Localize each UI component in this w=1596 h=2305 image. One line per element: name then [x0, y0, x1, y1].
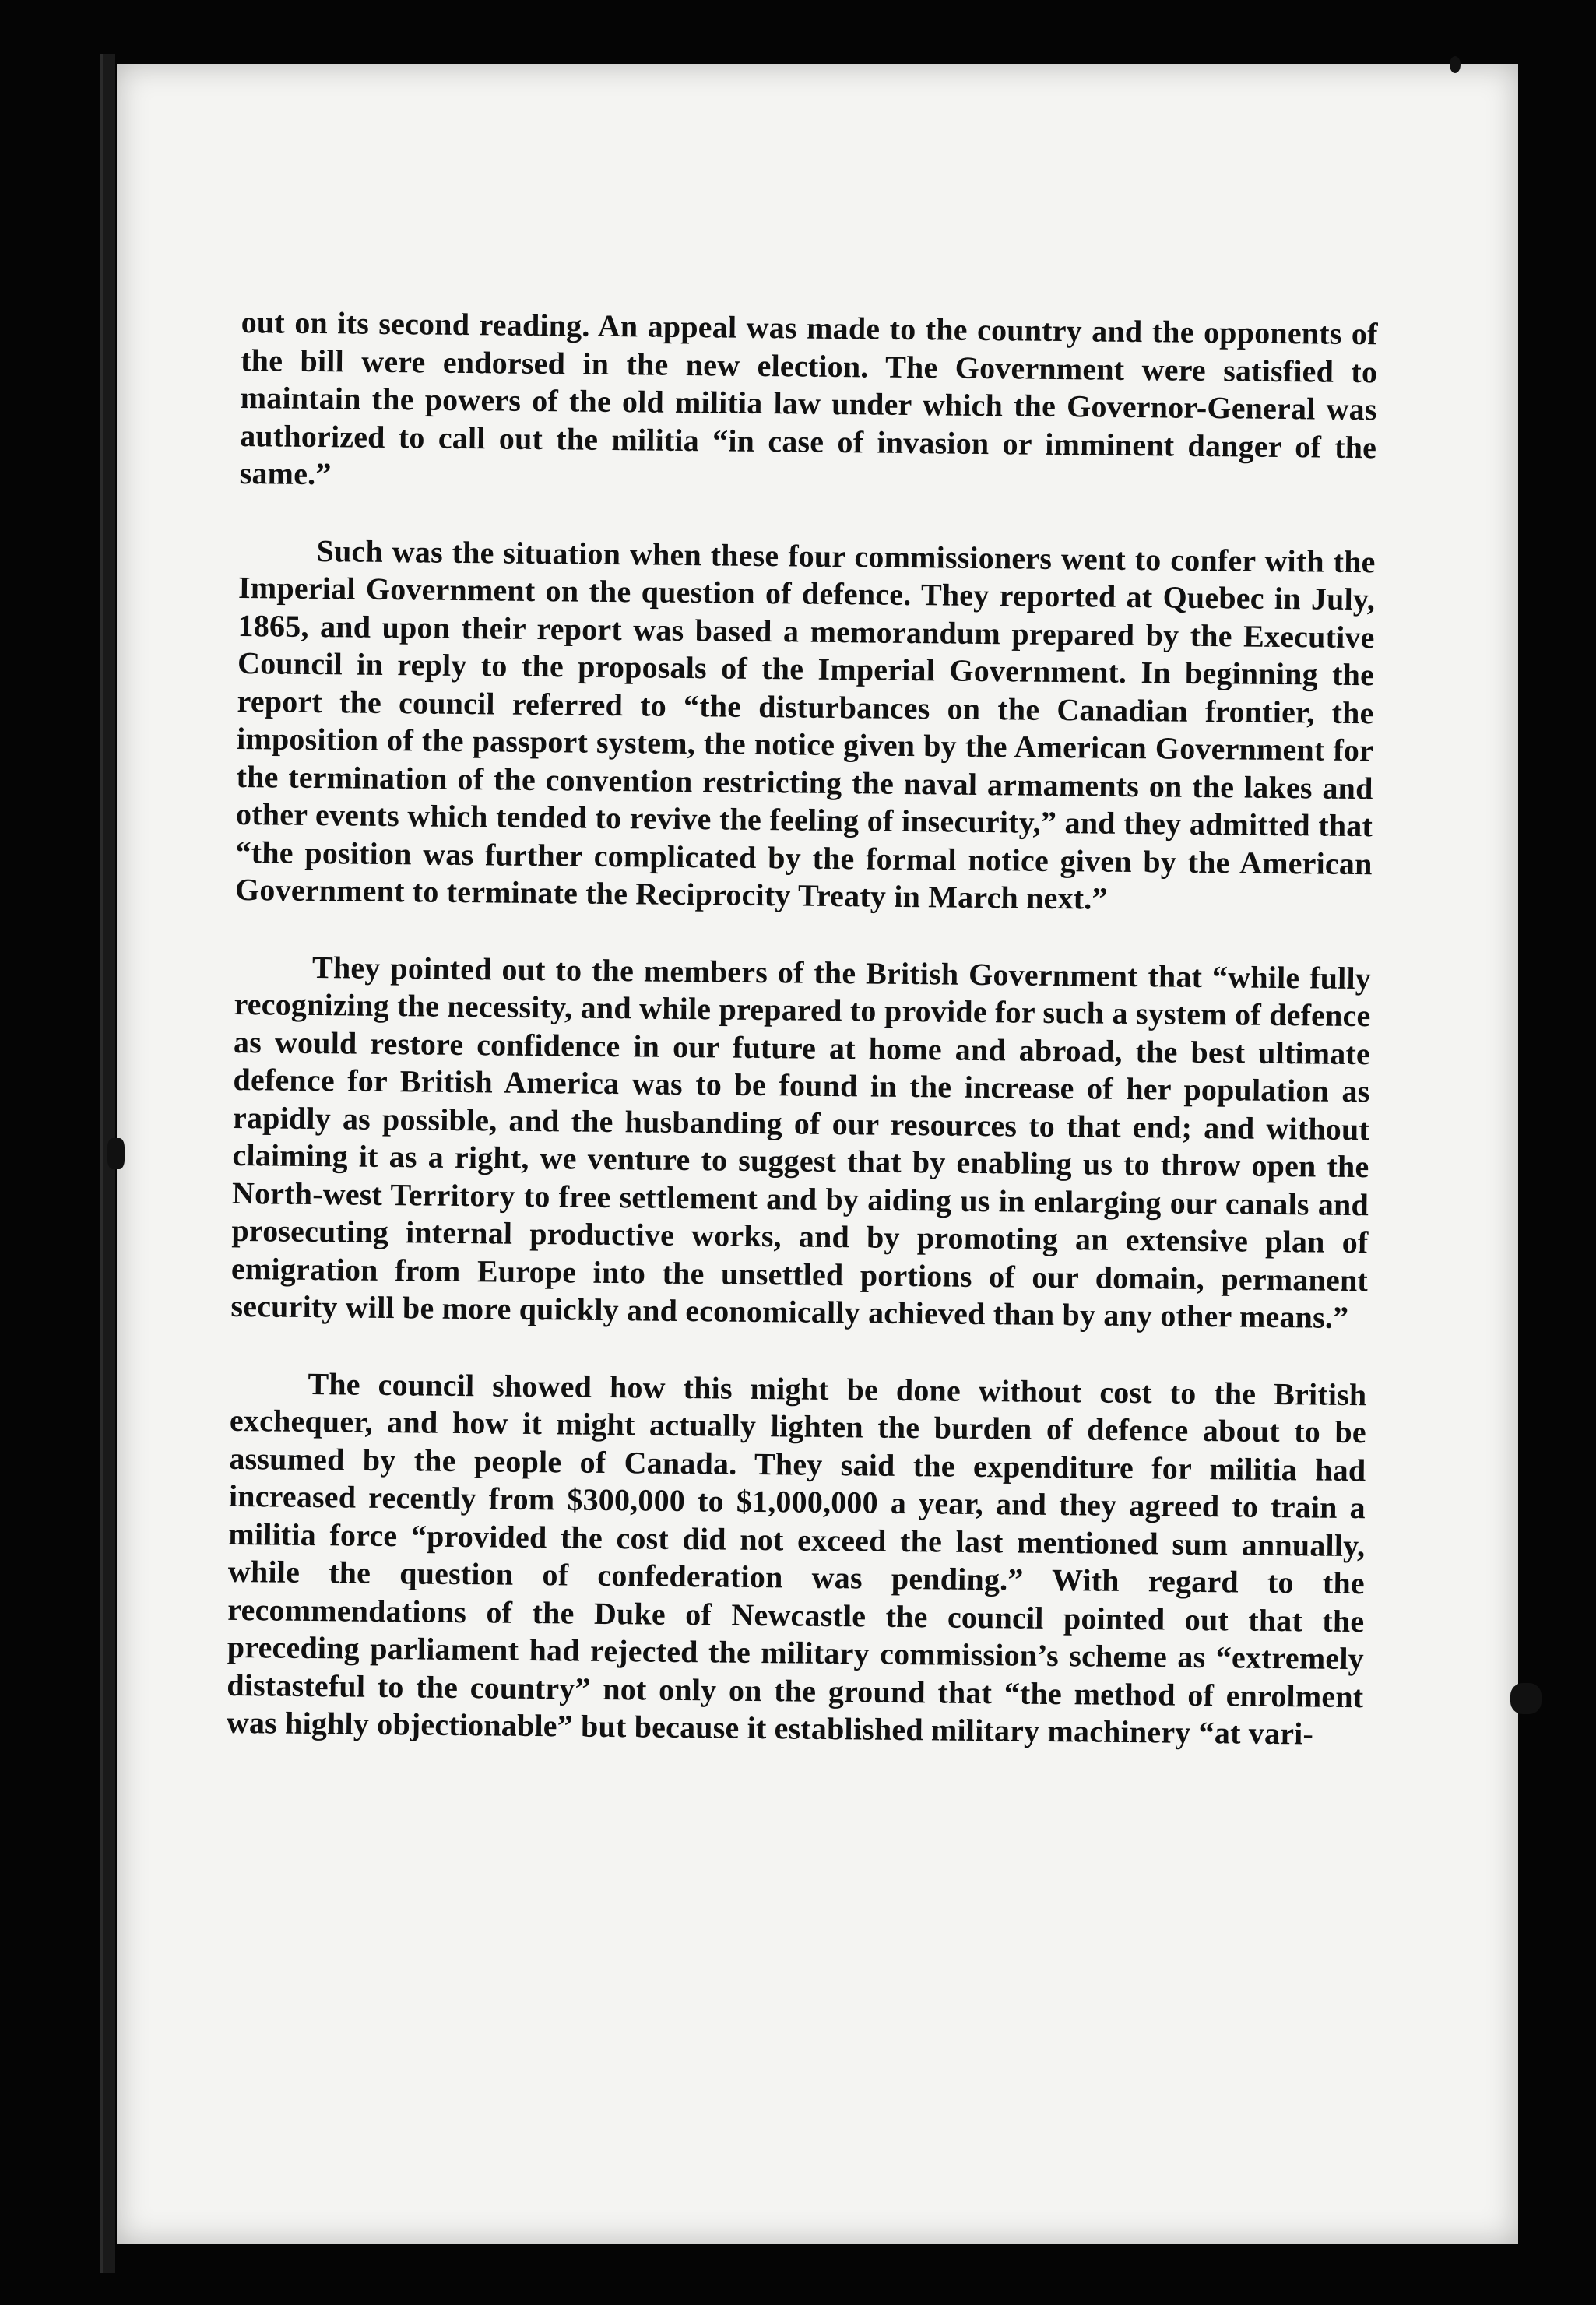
paragraph-3: They pointed out to the members of the British Government that “while fully recognizing the necessity, and while prepared to provide for such a system of defence as would restore confidence in our future at home and abroad, the best ultimate defence for British America was to be found in the increase of her population as rapidly as possible, and the husbanding of our resources to that end; and without claiming it as a right, we venture to suggest that by enabling us to throw open the North-west Territory to free settlement and by aiding us in enlarging our canals and prosecuting internal productive works, and by promoting an extensive plan of emigration from Europe into the unsettled portions of our domain, permanent security will be more quickly and economically achieved than by any other means.”: [230, 949, 1372, 1335]
binding-clip-mark: [107, 1138, 125, 1169]
page-corner-mark: [1450, 56, 1461, 73]
paragraph-4: The council showed how this might be done without cost to the British exchequer, and how it might actually lighten the burden of defence about to be assumed by the people of Canada. They said the expenditure for militia had increased recently from $300,000 to $1,000,000 a year, and they agreed to train a militia force “provided the cost did not exceed the last mentioned sum annually, while the question of confederation was pending.” With regard to the recommendations of the Duke of Newcastle the council pointed out that the preceding parliament had rejected the military commission’s scheme as “extremely distasteful to the country” not only on the ground that “the method of enrolment was highly objectionable” but because it established military machinery “at vari-: [226, 1365, 1367, 1752]
page-text: [226, 304, 1378, 1793]
page-edge-mark: [1510, 1683, 1542, 1714]
paragraph-2: Such was the situation when these four commissioners went to confer with the Imperial Government on the question of defence. They reported at Quebec in July, 1865, and upon their report was based a memorandum prepared by the Executive Council in reply to the proposals of the Imperial Government. In beginning the report the council referred to “the disturbances on the Canadian frontier, the imposition of the passport system, the notice given by the American Government for the termination of the convention restricting the naval armaments on the lakes and other events which tended to revive the feeling of insecurity,” and they admitted that “the position was further complicated by the formal notice given by the American Government to terminate the Reciprocity Treaty in March next.”: [234, 532, 1376, 916]
paragraph-1: out on its second reading. An appeal was made to the country and the opponents of the bill were endorsed in the new election. The Government were satisfied to maintain the powers of the old militia law under which the Governor-General was authorized to call out the militia “in case of invasion or imminent danger of the same.”: [239, 304, 1378, 492]
